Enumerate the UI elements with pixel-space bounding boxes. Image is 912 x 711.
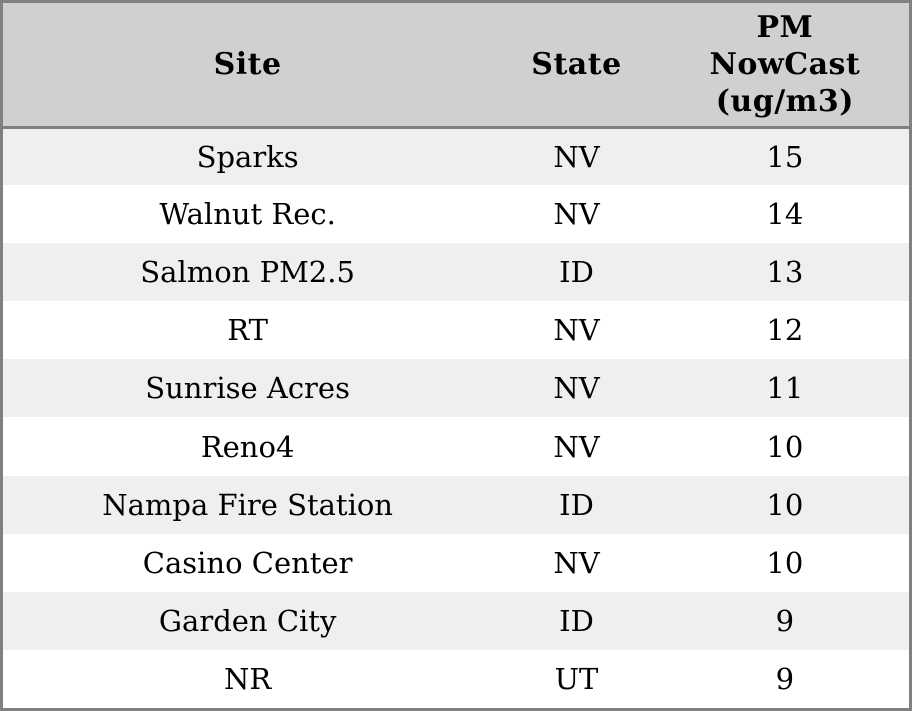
site-cell: Walnut Rec. (159, 197, 336, 232)
state-cell: NV (553, 139, 600, 174)
pm-nowcast-table (3, 3, 909, 708)
site-cell: Salmon PM2.5 (140, 255, 355, 290)
state-cell: NV (553, 371, 600, 406)
table-row (3, 592, 909, 650)
state-cell: NV (553, 545, 600, 580)
table-row (3, 534, 909, 592)
pm-cell: 10 (766, 545, 804, 580)
table-row (3, 476, 909, 534)
site-cell: RT (227, 313, 268, 348)
table-row (3, 243, 909, 301)
state-cell: UT (554, 661, 599, 696)
table-body (3, 127, 909, 708)
column-header-site-label: Site (213, 46, 282, 82)
table-row (3, 417, 909, 475)
state-cell: NV (553, 429, 600, 464)
pm-cell: 10 (766, 429, 804, 464)
state-cell: ID (559, 255, 594, 290)
site-cell: Nampa Fire Station (102, 487, 393, 522)
column-header-site (3, 3, 492, 127)
state-cell: NV (553, 197, 600, 232)
pm-cell: 12 (766, 313, 804, 348)
site-cell: Garden City (158, 603, 337, 638)
pm-cell: 13 (766, 255, 804, 290)
table-row (3, 359, 909, 417)
site-cell: Sparks (196, 139, 299, 174)
column-header-state-label: State (531, 46, 622, 82)
state-cell: ID (559, 603, 594, 638)
table-header (3, 3, 909, 127)
pm-cell: 10 (766, 487, 804, 522)
site-cell: Sunrise Acres (145, 371, 350, 406)
site-cell: Casino Center (142, 545, 353, 580)
pm-cell: 15 (766, 139, 804, 174)
table-row (3, 127, 909, 185)
column-header-pm-line-2: NowCast (709, 46, 861, 82)
site-cell: NR (224, 661, 272, 696)
table-row (3, 185, 909, 243)
state-cell: NV (553, 313, 600, 348)
column-header-pm-nowcast (661, 3, 909, 127)
pm-cell: 11 (766, 371, 804, 406)
pm-cell: 14 (766, 197, 804, 232)
column-header-state (492, 3, 661, 127)
column-header-pm-line-1: PM (756, 9, 814, 45)
state-cell: ID (559, 487, 594, 522)
header-row (3, 3, 909, 127)
pm-cell: 9 (775, 661, 795, 696)
column-header-pm-line-3: (ug/m3) (715, 83, 854, 119)
table-row (3, 650, 909, 708)
table-row (3, 301, 909, 359)
pm-cell: 9 (775, 603, 795, 638)
site-cell: Reno4 (200, 429, 295, 464)
